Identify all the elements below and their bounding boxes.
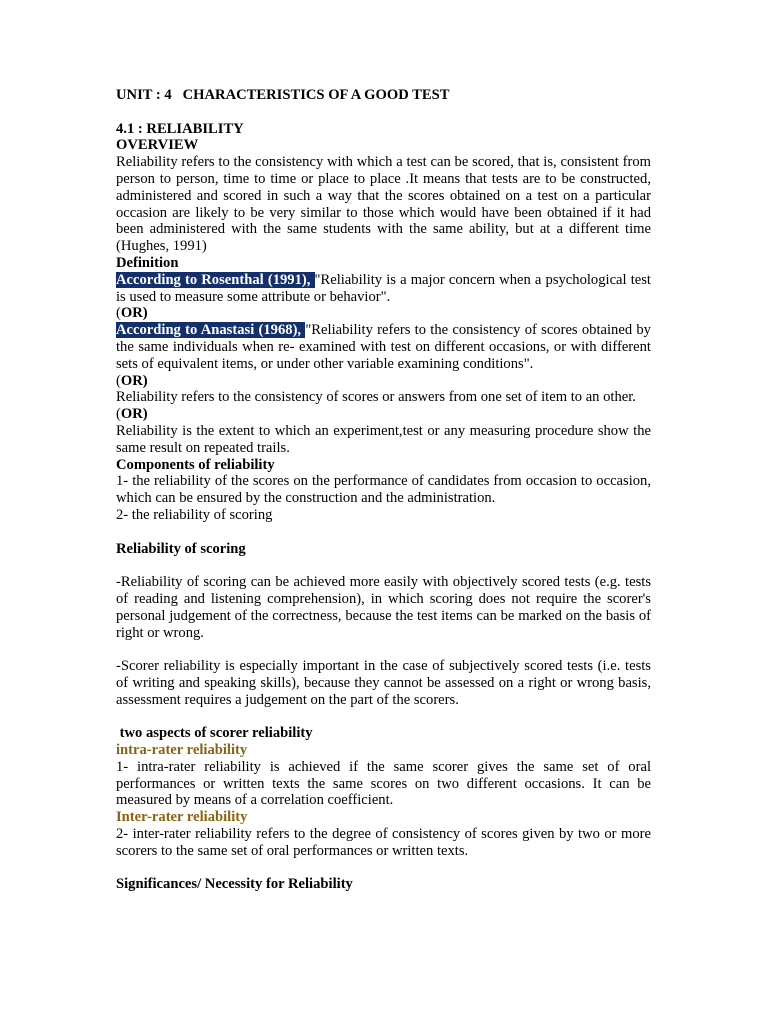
unit-title: UNIT : 4 CHARACTERISTICS OF A GOOD TEST xyxy=(116,87,450,103)
or-label: OR) xyxy=(120,305,148,322)
component-1: 1- the reliability of the scores on the performance of candidates from occasion to occasion, which can be ensured by the construction and the administration. xyxy=(116,473,651,507)
inter-rater-text: 2- inter-rater reliability refers to the degree of consistency of scores given by two or more scorers to the same set of oral performances or written texts. xyxy=(116,826,651,859)
definition-anastasi xyxy=(116,322,651,372)
or-paren: ( xyxy=(116,372,121,389)
or-label: OR) xyxy=(120,372,148,389)
components-heading: Components of reliability xyxy=(116,456,275,473)
or-separator-1 xyxy=(116,305,651,322)
section-title: 4.1 : RELIABILITY xyxy=(116,120,244,137)
or-paren: ( xyxy=(116,305,121,322)
anastasi-quote: "Reliability refers to the consistency of scores obtained by the same individuals when re- examined with test on different occasions, or with different sets of equivalent items, or under other variable examining conditions". xyxy=(116,322,651,372)
overview-paragraph: Reliability refers to the consistency with which a test can be scored, that is, consistent from person to person, time to time or place to place .It means that tests are to be constructed, administered and scored in such a way that the scores obtained on a test on a particular occasion are likely to be very similar to those which would have been obtained if it had been administered with the same students with the same ability, but at a different time (Hughes, 1991) xyxy=(116,154,651,255)
significance-heading: Significances/ Necessity for Reliability xyxy=(116,876,353,893)
or-label: OR) xyxy=(120,406,148,423)
rosenthal-highlight: According to Rosenthal (1991), xyxy=(116,271,315,288)
inter-rater-heading: Inter-rater reliability xyxy=(116,809,248,826)
scoring-paragraph-2: -Scorer reliability is especially important in the case of subjectively scored tests (i.e. tests of writing and speaking skills), because they cannot be assessed on a right or wrong basis, assessment requires a judgement on the part of the scorers. xyxy=(116,658,651,708)
overview-heading: OVERVIEW xyxy=(116,137,199,154)
scoring-paragraph-1: -Reliability of scoring can be achieved more easily with objectively scored tests (e.g. tests of reading and listening comprehension), in which scoring does not require the scorer's personal judgement of the correctness, because the test items can be marked on the basis of right or wrong. xyxy=(116,574,651,641)
anastasi-highlight: According to Anastasi (1968), xyxy=(116,322,306,339)
aspects-heading: two aspects of scorer reliability xyxy=(116,725,313,742)
intra-rater-heading: intra-rater reliability xyxy=(116,742,248,759)
component-2: 2- the reliability of scoring xyxy=(116,506,273,523)
or-separator-2 xyxy=(116,373,651,390)
or-separator-3 xyxy=(116,406,651,423)
document-page xyxy=(116,87,651,893)
definition-4: Reliability is the extent to which an experiment,test or any measuring procedure show the same result on repeated trails. xyxy=(116,422,651,456)
intra-rater-text: 1- intra-rater reliability is achieved if the same scorer gives the same set of oral performances or written texts the same scores on two different occasions. It can be measured by means of a correlation coefficient. xyxy=(116,758,651,809)
scoring-heading: Reliability of scoring xyxy=(116,540,246,557)
definition-rosenthal xyxy=(116,272,651,306)
definition-heading: Definition xyxy=(116,254,179,271)
definition-3: Reliability refers to the consistency of scores or answers from one set of item to an other. xyxy=(116,389,636,406)
rosenthal-quote: "Reliability is a major concern when a psychological test is used to measure some attribute or behavior". xyxy=(116,271,651,305)
or-paren: ( xyxy=(116,406,121,423)
